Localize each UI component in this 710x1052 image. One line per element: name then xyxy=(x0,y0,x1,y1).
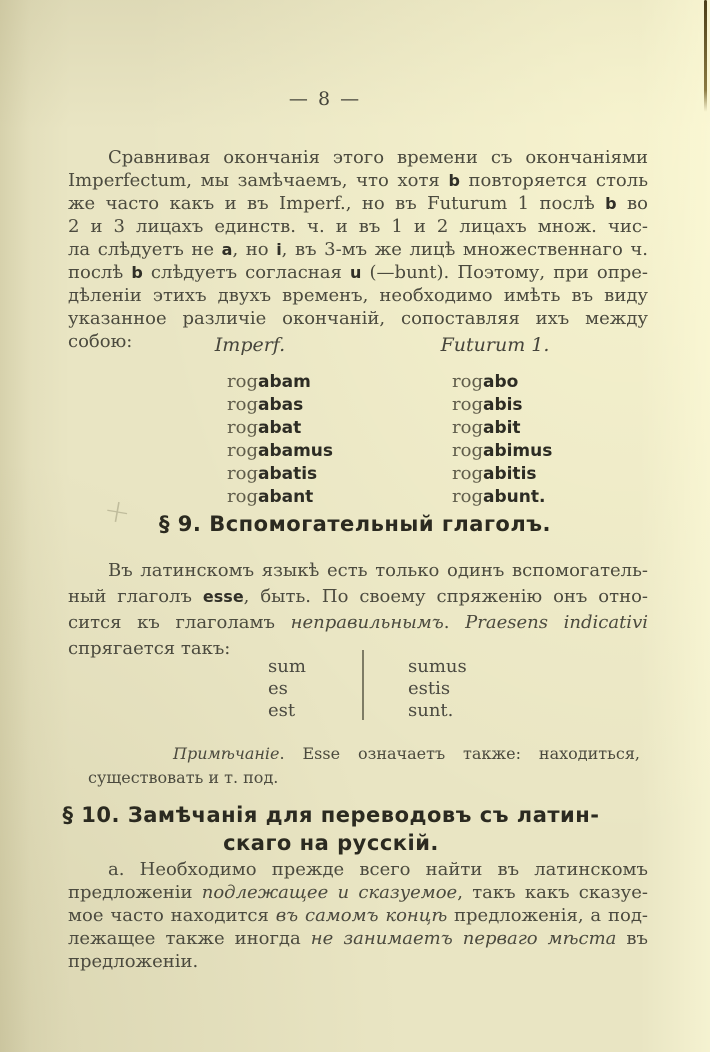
verb-table-right-column xyxy=(452,370,552,508)
pencil-mark: + xyxy=(100,489,134,533)
note-paragraph xyxy=(88,742,640,790)
text-segment: (—bunt). Поэтому, при опре- xyxy=(361,262,648,283)
bold-latin-letter: i xyxy=(276,240,282,259)
text-segment: Imperfectum, мы замѣчаемъ, что хотя xyxy=(68,170,449,191)
text-segment: предложеніи. xyxy=(68,951,199,972)
sum-conjugation-right-column xyxy=(408,656,467,722)
conjugation-divider xyxy=(362,650,364,720)
text-line xyxy=(68,215,648,238)
verb-form xyxy=(452,416,552,439)
text-segment: ла слѣдуетъ не xyxy=(68,239,222,260)
page-number: — 8 — xyxy=(288,88,362,110)
text-line xyxy=(68,192,648,215)
bold-latin-letter: u xyxy=(350,263,362,282)
verb-stem: rog xyxy=(227,417,258,438)
text-line xyxy=(68,858,648,881)
verb-ending: abit xyxy=(482,418,521,438)
verb-stem: rog xyxy=(227,486,258,507)
verb-ending: abas xyxy=(257,395,304,415)
conjugation-form: estis xyxy=(408,678,451,699)
column-header-imperf: Imperf. xyxy=(214,334,286,356)
text-segment: существовать и т. под. xyxy=(88,768,279,787)
text-segment: же часто какъ и въ Imperf., но въ Futurum 1 послѣ xyxy=(68,193,606,214)
verb-form xyxy=(227,393,333,416)
bold-latin-letter: a xyxy=(221,240,233,259)
bold-latin-word: esse xyxy=(202,587,244,606)
text-line xyxy=(68,927,648,950)
text-segment: Сравнивая окончанія этого времени съ окончаніями xyxy=(108,147,648,168)
translation-tips-paragraph xyxy=(68,858,648,973)
conjugation-form: sunt. xyxy=(408,700,454,721)
verb-ending: abimus xyxy=(482,441,553,461)
text-segment: повторяется столь xyxy=(459,170,648,191)
sum-conjugation-left-column xyxy=(268,656,306,722)
section-10-heading xyxy=(0,801,686,857)
verb-stem: rog xyxy=(452,417,483,438)
text-segment: дѣленіи этихъ двухъ временъ, необходимо имѣть въ виду xyxy=(68,285,648,306)
verb-form xyxy=(227,485,333,508)
italic-phrase: въ самомъ концѣ xyxy=(275,905,448,926)
column-header-futurum: Futurum 1. xyxy=(440,334,550,356)
text-segment: послѣ xyxy=(68,262,132,283)
verb-ending: abis xyxy=(482,395,523,415)
verb-form xyxy=(452,462,552,485)
verb-stem: rog xyxy=(227,371,258,392)
text-line xyxy=(68,881,648,904)
text-segment: . xyxy=(443,612,466,633)
conjugation-form: sum xyxy=(268,656,306,677)
verb-stem: rog xyxy=(227,394,258,415)
bold-latin-letter: b xyxy=(448,171,460,190)
text-segment: лежащее также иногда xyxy=(68,928,311,949)
italic-phrase: Praesens indicativi xyxy=(465,612,648,633)
text-line xyxy=(68,261,648,284)
text-segment: , быть. По своему спряженію онъ отно- xyxy=(243,586,648,607)
conjugation-form: est xyxy=(268,700,296,721)
verb-stem: rog xyxy=(452,371,483,392)
verb-form xyxy=(227,439,333,462)
text-segment: указанное различіе окончаній, сопоставляя ихъ между собою: xyxy=(68,308,648,352)
text-segment: предложеніи xyxy=(68,882,202,903)
heading-line: скаго на русскій. xyxy=(223,831,439,855)
text-line xyxy=(88,766,640,790)
text-segment: слѣдуетъ согласная xyxy=(142,262,350,283)
bold-latin-letter: b xyxy=(605,194,617,213)
verb-form xyxy=(452,393,552,416)
text-segment: , но xyxy=(232,239,277,260)
verb-form xyxy=(452,370,552,393)
italic-phrase: неправильнымъ xyxy=(290,612,444,633)
verb-table-left-column xyxy=(227,370,333,508)
verb-stem: rog xyxy=(452,463,483,484)
verb-ending: abat xyxy=(257,418,302,438)
text-line xyxy=(68,169,648,192)
text-segment: 2 и 3 лицахъ единств. ч. и въ 1 и 2 лицахъ множ. чис- xyxy=(68,216,648,237)
text-segment: ный глаголъ xyxy=(68,586,203,607)
verb-form xyxy=(227,462,333,485)
text-segment: , такъ какъ сказуе- xyxy=(457,882,648,903)
text-line xyxy=(88,742,640,766)
section-9-heading: § 9. Вспомогательный глаголъ. xyxy=(159,512,551,536)
verb-stem: rog xyxy=(452,440,483,461)
text-line xyxy=(68,584,648,610)
text-segment: а. Необходимо прежде всего найти въ латинскомъ xyxy=(108,859,648,880)
verb-ending: abunt. xyxy=(482,487,546,507)
verb-ending: abamus xyxy=(257,441,334,461)
italic-phrase: не занимаетъ перваго мѣста xyxy=(310,928,617,949)
text-segment: . Esse означаетъ также: находиться, xyxy=(279,744,640,763)
text-line xyxy=(68,284,648,307)
text-segment: въ xyxy=(616,928,649,949)
verb-form xyxy=(227,416,333,439)
text-segment: предложенія, а под- xyxy=(447,905,648,926)
text-line xyxy=(68,950,648,973)
verb-form xyxy=(227,370,333,393)
text-line xyxy=(68,636,648,662)
conjugation-form: es xyxy=(268,678,288,699)
verb-form xyxy=(452,485,552,508)
verb-ending: abant xyxy=(257,487,314,507)
verb-ending: abatis xyxy=(257,464,318,484)
heading-line: § 10. Замѣчанія для переводовъ съ латин- xyxy=(62,803,600,827)
verb-stem: rog xyxy=(452,486,483,507)
text-line xyxy=(68,904,648,927)
verb-stem: rog xyxy=(227,440,258,461)
verb-form xyxy=(452,439,552,462)
text-line xyxy=(68,558,648,584)
text-segment: , въ 3-мъ же лицѣ множественнаго ч. xyxy=(281,239,649,260)
verb-ending: abitis xyxy=(482,464,537,484)
verb-ending: abo xyxy=(482,372,519,392)
text-segment: спрягается такъ: xyxy=(68,638,231,659)
text-line xyxy=(68,146,648,169)
text-segment: во xyxy=(616,193,648,214)
text-line xyxy=(68,610,648,636)
text-segment: сится къ глаголамъ xyxy=(68,612,291,633)
text-segment: Въ латинскомъ языкѣ есть только одинъ вспомогатель- xyxy=(108,560,648,581)
verb-stem: rog xyxy=(452,394,483,415)
text-segment: мое часто находится xyxy=(68,905,276,926)
conjugation-form: sumus xyxy=(408,656,467,677)
verb-ending: abam xyxy=(257,372,311,392)
bold-latin-letter: b xyxy=(131,263,143,282)
esse-paragraph xyxy=(68,558,648,662)
italic-phrase: подлежащее и сказуемое xyxy=(201,882,458,903)
intro-paragraph xyxy=(68,146,649,352)
note-term: Примѣчаніе xyxy=(173,744,280,763)
text-line xyxy=(68,238,648,261)
verb-stem: rog xyxy=(227,463,258,484)
page-edge-shadow xyxy=(704,0,707,112)
